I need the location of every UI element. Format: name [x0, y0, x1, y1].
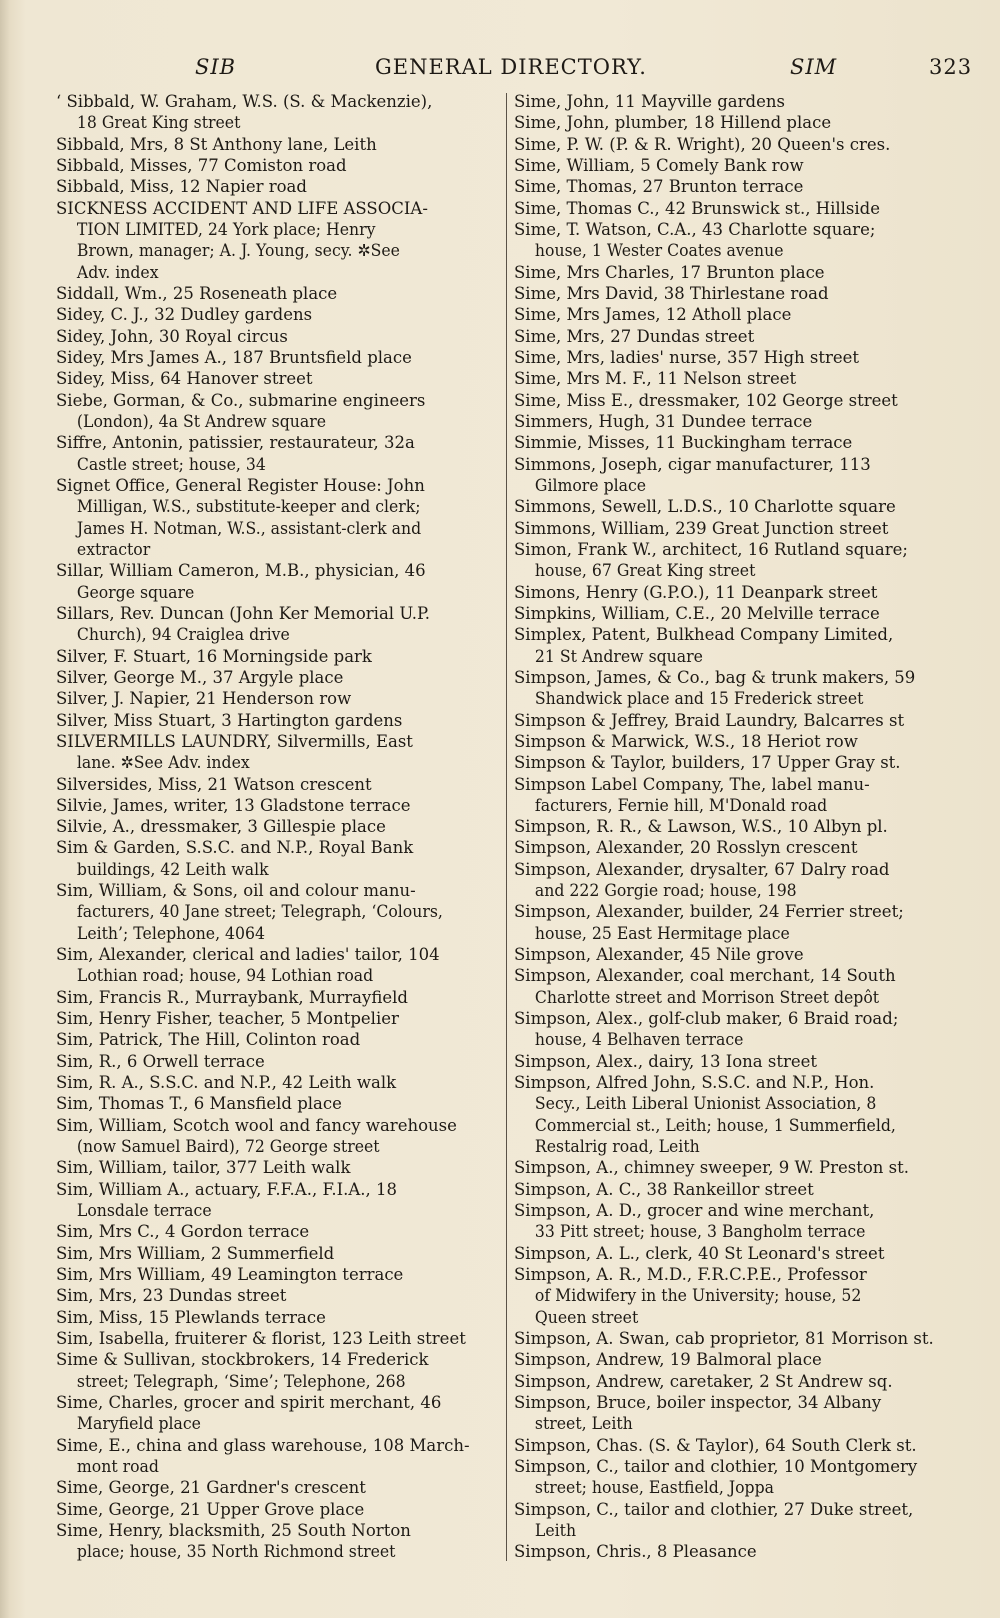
directory-entry — [56, 1349, 501, 1392]
entry-line: Silver, Miss Stuart, 3 Hartington gardens — [56, 710, 403, 730]
entry-continuation-line: Brown, manager; A. J. Young, secy. ✲See — [76, 241, 400, 261]
entry-line: Sim, Isabella, fruiterer & florist, 123 Leith street — [56, 1329, 466, 1349]
entry-line: Sime & Sullivan, stockbrokers, 14 Frederick — [56, 1350, 429, 1370]
left-column — [56, 91, 501, 1563]
directory-entry — [514, 518, 961, 539]
entry-line: Simpson, Alex., golf-club maker, 6 Braid road; — [514, 1009, 899, 1029]
entry-continuation-line: Maryfield place — [76, 1414, 201, 1434]
entry-line: Signet Office, General Register House: John — [56, 475, 425, 495]
directory-entry — [514, 411, 961, 432]
entry-line: Simpson, A., chimney sweeper, 9 W. Preston st. — [514, 1158, 910, 1178]
entry-continuation-line: place; house, 35 North Richmond street — [76, 1542, 396, 1562]
entry-line: Silvie, James, writer, 13 Gladstone terrace — [56, 795, 411, 815]
directory-entry — [514, 1328, 961, 1349]
directory-entry — [56, 1115, 501, 1158]
directory-entry — [514, 859, 961, 902]
entry-line: SICKNESS ACCIDENT AND LIFE ASSOCIA- — [56, 198, 428, 218]
entry-line: Silversides, Miss, 21 Watson crescent — [56, 774, 372, 794]
directory-entry — [514, 731, 961, 752]
directory-entry — [514, 1541, 961, 1562]
directory-entry — [56, 1243, 501, 1264]
entry-line: Simpson, Alexander, 45 Nile grove — [514, 945, 804, 965]
directory-entry — [514, 1264, 961, 1328]
entry-line: Sim, William, Scotch wool and fancy warehouse — [56, 1115, 457, 1135]
entry-line: Sim, Miss, 15 Plewlands terrace — [56, 1307, 326, 1327]
directory-entry — [56, 432, 501, 475]
entry-line: Sim, William, tailor, 377 Leith walk — [56, 1158, 351, 1178]
entry-line: Simpson & Marwick, W.S., 18 Heriot row — [514, 731, 858, 751]
directory-entry — [514, 176, 961, 197]
directory-entry — [56, 326, 501, 347]
directory-entry — [514, 774, 961, 817]
entry-line: Sime, Mrs M. F., 11 Nelson street — [514, 369, 797, 389]
directory-entry — [56, 1029, 501, 1050]
entry-line: Sime, William, 5 Comely Bank row — [514, 155, 804, 175]
directory-entry — [56, 176, 501, 197]
entry-line: Simpson, Alex., dairy, 13 Iona street — [514, 1051, 818, 1071]
entry-line: Sim, Mrs William, 2 Summerfield — [56, 1243, 335, 1263]
directory-entry — [56, 1499, 501, 1520]
directory-entry — [514, 1243, 961, 1264]
header-left-guide: SIB — [195, 55, 237, 79]
entry-continuation-line: 18 Great King street — [76, 113, 241, 133]
entry-line: Sime, Thomas C., 42 Brunswick st., Hillside — [514, 198, 880, 218]
directory-entry — [514, 667, 961, 710]
directory-entry — [56, 1221, 501, 1242]
entry-continuation-line: (London), 4a St Andrew square — [76, 411, 327, 431]
directory-entry — [514, 1157, 961, 1178]
directory-entry — [514, 603, 961, 624]
entry-line: SILVERMILLS LAUNDRY, Silvermills, East — [56, 731, 413, 751]
entry-line: Sidey, Miss, 64 Hanover street — [56, 369, 313, 389]
entry-continuation-line: mont road — [76, 1457, 159, 1476]
directory-entry — [514, 368, 961, 389]
entry-continuation-line: George square — [76, 582, 195, 602]
entry-line: Sibbald, Misses, 77 Comiston road — [56, 155, 347, 175]
entry-continuation-line: Lonsdale terrace — [76, 1201, 212, 1221]
directory-entry — [56, 1051, 501, 1072]
entry-continuation-line: Secy., Leith Liberal Unionist Association, 8 — [534, 1094, 877, 1114]
entry-line: Sim, Alexander, clerical and ladies' tailor, 104 — [56, 945, 440, 965]
entry-line: Silver, J. Napier, 21 Henderson row — [56, 689, 352, 709]
directory-entry — [56, 1072, 501, 1093]
directory-entry — [56, 390, 501, 433]
entry-continuation-line: Milligan, W.S., substitute-keeper and clerk; — [76, 497, 421, 517]
entry-line: Sime, Mrs, 27 Dundas street — [514, 326, 755, 346]
directory-entry — [56, 1008, 501, 1029]
entry-line: Sime, P. W. (P. & R. Wright), 20 Queen's cres. — [514, 134, 891, 154]
entry-line: Simmons, Sewell, L.D.S., 10 Charlotte square — [514, 497, 896, 517]
directory-entry — [514, 1179, 961, 1200]
entry-continuation-line: James H. Notman, W.S., assistant-clerk and — [76, 518, 422, 538]
directory-entry — [514, 1072, 961, 1157]
directory-entry — [514, 901, 961, 944]
entry-line: Sillars, Rev. Duncan (John Ker Memorial U.P. — [56, 603, 430, 623]
directory-entry — [56, 646, 501, 667]
entry-line: Sime, E., china and glass warehouse, 108 March- — [56, 1435, 470, 1455]
entry-line: Sime, George, 21 Upper Grove place — [56, 1499, 365, 1519]
directory-entry — [514, 262, 961, 283]
entry-continuation-line: (now Samuel Baird), 72 George street — [76, 1137, 380, 1157]
entry-continuation-line: Commercial st., Leith; house, 1 Summerfield, — [534, 1115, 896, 1135]
entry-continuation-line: Castle street; house, 34 — [76, 454, 266, 474]
directory-entry — [514, 219, 961, 262]
entry-continuation-line: house, 4 Belhaven terrace — [534, 1030, 744, 1050]
directory-entry — [56, 1285, 501, 1306]
entry-line: Simpson & Jeffrey, Braid Laundry, Balcarres st — [514, 710, 905, 730]
entry-continuation-line: 33 Pitt street; house, 3 Bangholm terrace — [534, 1222, 866, 1242]
entry-line: Sim, Mrs William, 49 Leamington terrace — [56, 1265, 404, 1285]
entry-line: Siffre, Antonin, patissier, restaurateur, 32a — [56, 433, 415, 453]
entry-line: Silver, F. Stuart, 16 Morningside park — [56, 646, 372, 666]
directory-entry — [514, 1499, 961, 1542]
directory-entry — [514, 539, 961, 582]
entry-line: Sidey, Mrs James A., 187 Bruntsfield place — [56, 347, 412, 367]
entry-continuation-line: house, 25 East Hermitage place — [534, 923, 790, 943]
entry-line: Sime, Charles, grocer and spirit merchant, 46 — [56, 1393, 442, 1413]
entry-line: Sidey, C. J., 32 Dudley gardens — [56, 305, 313, 325]
entry-continuation-line: extractor — [76, 539, 151, 559]
directory-entry — [56, 1520, 501, 1563]
entry-line: Sibbald, Miss, 12 Napier road — [56, 177, 307, 197]
entry-line: Silvie, A., dressmaker, 3 Gillespie place — [56, 817, 386, 837]
entry-line: Sim, R. A., S.S.C. and N.P., 42 Leith walk — [56, 1073, 397, 1093]
entry-line: Sime, Miss E., dressmaker, 102 George street — [514, 390, 898, 410]
entry-line: Simpson, A. D., grocer and wine merchant, — [514, 1201, 875, 1221]
entry-continuation-line: facturers, 40 Jane street; Telegraph, ‘Colours, — [76, 902, 443, 922]
entry-continuation-line: street; Telegraph, ‘Sime’; Telephone, 268 — [76, 1371, 406, 1391]
entry-continuation-line: lane. ✲See Adv. index — [76, 753, 250, 773]
directory-entry — [514, 326, 961, 347]
directory-entry — [56, 667, 501, 688]
entry-line: Simpson, Chris., 8 Pleasance — [514, 1542, 757, 1562]
directory-entry — [514, 496, 961, 517]
directory-entry — [514, 816, 961, 837]
entry-line: Simpkins, William, C.E., 20 Melville terrace — [514, 603, 880, 623]
entry-continuation-line: Queen street — [534, 1307, 639, 1327]
directory-entry — [56, 880, 501, 944]
directory-entry — [514, 1435, 961, 1456]
entry-line: Simpson, Bruce, boiler inspector, 34 Albany — [514, 1393, 882, 1413]
directory-entry — [514, 1349, 961, 1370]
entry-continuation-line: Church), 94 Craiglea drive — [76, 625, 290, 645]
entry-line: Simmie, Misses, 11 Buckingham terrace — [514, 433, 853, 453]
directory-entry — [514, 624, 961, 667]
directory-entry — [56, 731, 501, 774]
entry-continuation-line: Charlotte street and Morrison Street depôt — [534, 987, 880, 1007]
entry-continuation-line: Leith’; Telephone, 4064 — [76, 923, 265, 943]
directory-entry — [56, 1328, 501, 1349]
entry-line: Simpson, A. Swan, cab proprietor, 81 Morrison st. — [514, 1329, 934, 1349]
entry-continuation-line: 21 St Andrew square — [534, 646, 703, 666]
directory-entry — [56, 198, 501, 283]
entry-line: Sim, William A., actuary, F.F.A., F.I.A., 18 — [56, 1179, 397, 1199]
entry-line: Sim, Francis R., Murraybank, Murrayfield — [56, 987, 408, 1007]
entry-line: Sime, John, plumber, 18 Hillend place — [514, 113, 832, 133]
entry-line: Simpson, A. R., M.D., F.R.C.P.E., Professor — [514, 1265, 867, 1285]
directory-entry — [56, 1264, 501, 1285]
directory-entry — [514, 1456, 961, 1499]
directory-entry — [56, 91, 501, 134]
directory-entry — [56, 368, 501, 389]
entry-line: Simmons, Joseph, cigar manufacturer, 113 — [514, 454, 871, 474]
entry-continuation-line: house, 1 Wester Coates avenue — [534, 241, 784, 261]
directory-entry — [56, 688, 501, 709]
directory-entry — [56, 1307, 501, 1328]
directory-entry — [56, 1093, 501, 1114]
entry-line: Simpson, R. R., & Lawson, W.S., 10 Albyn pl. — [514, 817, 888, 837]
entry-continuation-line: TION LIMITED, 24 York place; Henry — [76, 219, 376, 239]
directory-entry — [514, 454, 961, 497]
directory-entry — [56, 603, 501, 646]
directory-entry — [514, 1200, 961, 1243]
entry-line: Sime, T. Watson, C.A., 43 Charlotte square; — [514, 219, 876, 239]
entry-line: Simpson, James, & Co., bag & trunk makers, 59 — [514, 667, 916, 687]
entry-line: Sim & Garden, S.S.C. and N.P., Royal Bank — [56, 838, 414, 858]
entry-line: Sime, Thomas, 27 Brunton terrace — [514, 177, 804, 197]
entry-line: Simpson, Alexander, drysalter, 67 Dalry road — [514, 859, 890, 879]
entry-line: Sime, Mrs, ladies' nurse, 357 High street — [514, 347, 860, 367]
entry-line: Simons, Henry (G.P.O.), 11 Deanpark street — [514, 582, 878, 602]
entry-line: Silver, George M., 37 Argyle place — [56, 667, 344, 687]
entry-line: Siddall, Wm., 25 Roseneath place — [56, 283, 338, 303]
directory-entry — [56, 475, 501, 560]
directory-entry — [514, 347, 961, 368]
directory-entry — [56, 1477, 501, 1498]
directory-entry — [514, 134, 961, 155]
directory-entry — [56, 774, 501, 795]
entry-line: Simplex, Patent, Bulkhead Company Limited, — [514, 625, 894, 645]
entry-line: Sime, Mrs James, 12 Atholl place — [514, 305, 792, 325]
entry-line: Simpson, Alfred John, S.S.C. and N.P., Hon. — [514, 1073, 875, 1093]
entry-line: Sime, George, 21 Gardner's crescent — [56, 1478, 366, 1498]
entry-line: Sim, Mrs, 23 Dundas street — [56, 1286, 287, 1306]
entry-line: Simpson & Taylor, builders, 17 Upper Gray st. — [514, 753, 901, 773]
directory-entry — [56, 710, 501, 731]
directory-entry — [56, 155, 501, 176]
entry-line: Sim, R., 6 Orwell terrace — [56, 1051, 265, 1071]
entry-line: Simpson, A. C., 38 Rankeillor street — [514, 1179, 814, 1199]
directory-entry — [514, 155, 961, 176]
directory-entry — [514, 582, 961, 603]
directory-entry — [514, 91, 961, 112]
directory-entry — [56, 1392, 501, 1435]
directory-entry — [514, 390, 961, 411]
directory-entry — [56, 560, 501, 603]
directory-entry — [514, 198, 961, 219]
column-divider — [506, 93, 507, 1561]
directory-entry — [514, 112, 961, 133]
directory-entry — [56, 1157, 501, 1178]
entry-line: Sim, Patrick, The Hill, Colinton road — [56, 1030, 361, 1050]
directory-entry — [56, 944, 501, 987]
entry-line: Simpson Label Company, The, label manu- — [514, 774, 870, 794]
entry-line: Simpson, Chas. (S. & Taylor), 64 South Clerk st. — [514, 1435, 917, 1455]
entry-continuation-line: street, Leith — [534, 1414, 633, 1434]
directory-entry — [56, 795, 501, 816]
entry-continuation-line: and 222 Gorgie road; house, 198 — [534, 881, 797, 901]
entry-continuation-line: Adv. index — [76, 262, 159, 282]
directory-entry — [514, 752, 961, 773]
entry-continuation-line: buildings, 42 Leith walk — [76, 859, 269, 879]
directory-entry — [56, 816, 501, 837]
entry-line: Sim, Henry Fisher, teacher, 5 Montpelier — [56, 1009, 399, 1029]
entry-line: Sime, Mrs David, 38 Thirlestane road — [514, 283, 829, 303]
entry-line: ‘ Sibbald, W. Graham, W.S. (S. & Mackenzie), — [56, 92, 433, 111]
directory-entry — [514, 944, 961, 965]
entry-continuation-line: facturers, Fernie hill, M'Donald road — [534, 795, 828, 815]
directory-entry — [514, 304, 961, 325]
right-column — [514, 91, 961, 1563]
entry-continuation-line: Restalrig road, Leith — [534, 1137, 700, 1157]
entry-line: Simmons, William, 239 Great Junction street — [514, 518, 889, 538]
entry-line: Sim, Thomas T., 6 Mansfield place — [56, 1094, 342, 1114]
entry-line: Simpson, Alexander, 20 Rosslyn crescent — [514, 838, 858, 858]
directory-entry — [514, 837, 961, 858]
entry-line: Sime, Henry, blacksmith, 25 South Norton — [56, 1520, 411, 1540]
directory-entry — [56, 304, 501, 325]
directory-entry — [56, 283, 501, 304]
entry-line: Simpson, Andrew, 19 Balmoral place — [514, 1350, 822, 1370]
directory-entry — [514, 965, 961, 1008]
entry-continuation-line: of Midwifery in the University; house, 52 — [534, 1286, 862, 1306]
entry-line: Sillar, William Cameron, M.B., physician, 46 — [56, 561, 426, 581]
directory-entry — [514, 1371, 961, 1392]
entry-continuation-line: street; house, Eastfield, Joppa — [534, 1478, 774, 1498]
entry-line: Sime, Mrs Charles, 17 Brunton place — [514, 262, 825, 282]
directory-entry — [56, 987, 501, 1008]
entry-continuation-line: Lothian road; house, 94 Lothian road — [76, 966, 374, 986]
directory-entry — [56, 1179, 501, 1222]
running-header — [0, 55, 1000, 85]
page-number: 323 — [929, 55, 973, 79]
entry-line: Simpson, Alexander, coal merchant, 14 South — [514, 966, 896, 986]
entry-continuation-line: house, 67 Great King street — [534, 561, 756, 581]
entry-line: Simpson, Andrew, caretaker, 2 St Andrew sq. — [514, 1371, 893, 1391]
entry-line: Siebe, Gorman, & Co., submarine engineers — [56, 390, 426, 410]
directory-entry — [56, 347, 501, 368]
entry-continuation-line: Gilmore place — [534, 475, 647, 495]
directory-entry — [514, 1392, 961, 1435]
entry-line: Simmers, Hugh, 31 Dundee terrace — [514, 411, 813, 431]
entry-line: Sim, William, & Sons, oil and colour manu- — [56, 881, 416, 901]
directory-entry — [56, 134, 501, 155]
entry-line: Simon, Frank W., architect, 16 Rutland square; — [514, 539, 908, 559]
header-right-guide: SIM — [790, 55, 838, 79]
directory-entry — [514, 1008, 961, 1051]
directory-entry — [514, 710, 961, 731]
entry-line: Sibbald, Mrs, 8 St Anthony lane, Leith — [56, 134, 377, 154]
directory-entry — [56, 837, 501, 880]
directory-entry — [514, 1051, 961, 1072]
directory-entry — [56, 1435, 501, 1478]
header-title: GENERAL DIRECTORY. — [375, 55, 647, 79]
entry-continuation-line: Leith — [534, 1520, 577, 1540]
entry-line: Sime, John, 11 Mayville gardens — [514, 92, 785, 111]
entry-line: Sidey, John, 30 Royal circus — [56, 326, 288, 346]
directory-entry — [514, 283, 961, 304]
entry-line: Simpson, C., tailor and clothier, 27 Duke street, — [514, 1499, 914, 1519]
entry-continuation-line: Shandwick place and 15 Frederick street — [534, 689, 864, 709]
entry-line: Simpson, C., tailor and clothier, 10 Montgomery — [514, 1457, 918, 1476]
entry-line: Sim, Mrs C., 4 Gordon terrace — [56, 1222, 310, 1242]
directory-entry — [514, 432, 961, 453]
entry-line: Simpson, Alexander, builder, 24 Ferrier street; — [514, 902, 904, 922]
entry-line: Simpson, A. L., clerk, 40 St Leonard's street — [514, 1243, 885, 1263]
